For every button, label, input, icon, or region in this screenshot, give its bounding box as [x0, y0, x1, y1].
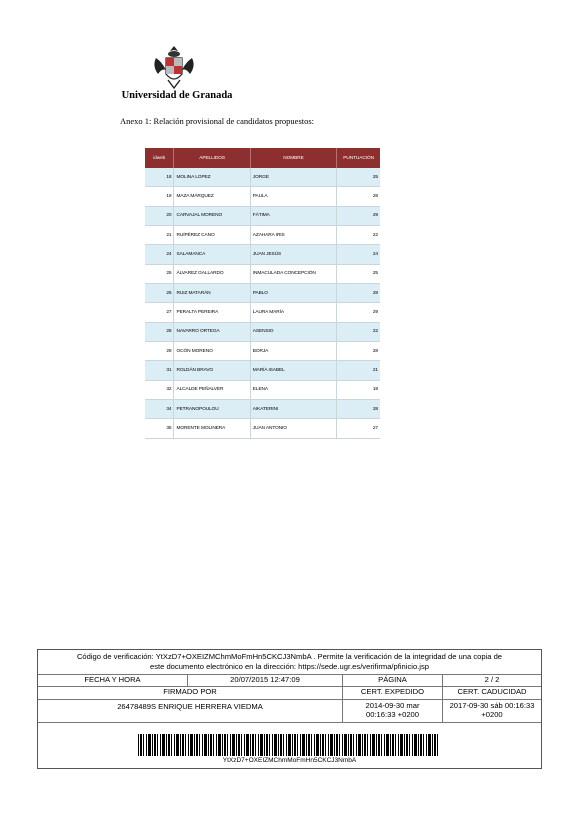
- cell-nombre: JORGE: [250, 168, 336, 187]
- cell-idweb: 18: [145, 168, 174, 187]
- cell-apellidos: RUIZ MATARÁN: [174, 284, 250, 303]
- table-row: [145, 361, 380, 380]
- cell-apellidos: ÁLVAREZ GALLARDO: [174, 264, 250, 283]
- signature-value-row: [38, 700, 541, 723]
- firmado-label: FIRMADO POR: [38, 687, 343, 699]
- cell-apellidos: SALAMANCA: [174, 245, 250, 264]
- cell-apellidos: CARVAJAL MORENO: [174, 206, 250, 225]
- column-header-idweb: idweb: [145, 148, 174, 168]
- caducidad-line1: 2017-09-30 sáb 00:16:33: [449, 701, 535, 710]
- fecha-value: 20/07/2015 12:47:09: [188, 675, 343, 686]
- table-row: [145, 168, 380, 187]
- cell-apellidos: PETRANOPOULOU: [174, 400, 250, 419]
- cell-nombre: AIKATERINI: [250, 400, 336, 419]
- column-header-nombre: NOMBRE: [250, 148, 336, 168]
- table-row: [145, 226, 380, 245]
- cell-nombre: AZAHARA IRIS: [250, 226, 336, 245]
- table-row: [145, 187, 380, 206]
- cell-apellidos: MOLINA LOPEZ: [174, 168, 250, 187]
- verification-box: [37, 649, 542, 769]
- table-row: [145, 284, 380, 303]
- cell-nombre: MARÍA ISABEL: [250, 361, 336, 380]
- cell-idweb: 28: [145, 322, 174, 341]
- annex-title: Anexo 1: Relación provisional de candidatos propuestos:: [120, 116, 315, 126]
- cell-nombre: ELENA: [250, 380, 336, 399]
- pagina-label: PÁGINA: [343, 675, 443, 686]
- pagina-value: 2 / 2: [484, 675, 500, 684]
- cell-idweb: 26: [145, 284, 174, 303]
- column-header-puntuacion: PUNTUACIÓN: [337, 148, 380, 168]
- expedido-value: [343, 700, 443, 722]
- table-header-row: [145, 148, 380, 168]
- cell-nombre: INMACULADA CONCEPCIÓN: [250, 264, 336, 283]
- cell-nombre: PAULA: [250, 187, 336, 206]
- cell-apellidos: ALCALDE PEÑALVER: [174, 380, 250, 399]
- column-header-apellidos: APELLIDOS: [174, 148, 250, 168]
- table-row: [145, 380, 380, 399]
- table-row: [145, 206, 380, 225]
- cell-puntuacion: 28: [337, 284, 380, 303]
- table-row: [145, 322, 380, 341]
- cell-apellidos: NAVARRO ORTEGA: [174, 322, 250, 341]
- cell-apellidos: OCÓN MORENO: [174, 342, 250, 361]
- cell-idweb: 21: [145, 226, 174, 245]
- table-row: [145, 342, 380, 361]
- cell-puntuacion: 29: [337, 206, 380, 225]
- cell-idweb: 20: [145, 206, 174, 225]
- cell-puntuacion: 25: [337, 168, 380, 187]
- expedido-label: CERT. EXPEDIDO: [343, 687, 443, 699]
- caducidad-line2: +0200: [481, 710, 503, 719]
- cell-puntuacion: 29: [337, 303, 380, 322]
- barcode-icon: [138, 734, 438, 756]
- date-row: [38, 675, 541, 687]
- cell-puntuacion: 27: [337, 419, 380, 438]
- cell-puntuacion: 19: [337, 380, 380, 399]
- cell-idweb: 25: [145, 264, 174, 283]
- cell-puntuacion: 28: [337, 342, 380, 361]
- cell-puntuacion: 22: [337, 322, 380, 341]
- cell-idweb: 24: [145, 245, 174, 264]
- cell-idweb: 19: [145, 187, 174, 206]
- cell-puntuacion: 21: [337, 361, 380, 380]
- verification-code: [38, 650, 541, 675]
- cell-nombre: LAURA MARÍA: [250, 303, 336, 322]
- cell-nombre: PABLO: [250, 284, 336, 303]
- table-row: [145, 419, 380, 438]
- cell-apellidos: PERALTA PEREIRA: [174, 303, 250, 322]
- cell-apellidos: MAZA MÁRQUEZ: [174, 187, 250, 206]
- firmante: 26478489S ENRIQUE HERRERA VIEDMA: [38, 700, 343, 722]
- fecha-label: FECHA Y HORA: [38, 675, 188, 686]
- university-crest-icon: [150, 44, 198, 90]
- cell-idweb: 27: [145, 303, 174, 322]
- cell-nombre: BORJA: [250, 342, 336, 361]
- barcode-text: YtXzD7+OXEIZMChmMoFmHn5CKCJ3NmbA: [222, 757, 357, 764]
- cell-puntuacion: 24: [337, 245, 380, 264]
- cell-nombre: ASENSIO: [250, 322, 336, 341]
- cell-apellidos: ROLDÁN BRAVO: [174, 361, 250, 380]
- verification-code-line1: Código de verificación: YtXzD7+OXEIZMChmMoFmHn5CKCJ3NmbA . Permite la verificación de la integridad de una copia de: [76, 652, 503, 661]
- caducidad-value: [443, 700, 541, 722]
- cell-idweb: 35: [145, 419, 174, 438]
- cell-idweb: 32: [145, 380, 174, 399]
- table-row: [145, 400, 380, 419]
- cell-puntuacion: 25: [337, 264, 380, 283]
- table-row: [145, 303, 380, 322]
- cell-nombre: JUAN JESÚS: [250, 245, 336, 264]
- cell-puntuacion: 28: [337, 400, 380, 419]
- university-name: Universidad de Granada: [121, 90, 233, 101]
- cell-apellidos: RUÍPÉREZ CANO: [174, 226, 250, 245]
- cell-apellidos: MORENTE MOLINERA: [174, 419, 250, 438]
- cell-puntuacion: 28: [337, 187, 380, 206]
- table-row: [145, 245, 380, 264]
- cell-puntuacion: 22: [337, 226, 380, 245]
- cell-nombre: JUAN ANTONIO: [250, 419, 336, 438]
- cell-idweb: 34: [145, 400, 174, 419]
- candidates-table: [145, 148, 380, 439]
- signature-header-row: [38, 687, 541, 700]
- cell-idweb: 29: [145, 342, 174, 361]
- cell-idweb: 31: [145, 361, 174, 380]
- table-row: [145, 264, 380, 283]
- cell-nombre: FÁTIMA: [250, 206, 336, 225]
- caducidad-label: CERT. CADUCIDAD: [457, 687, 527, 696]
- expedido-line1: 2014-09-30 mar: [365, 701, 420, 710]
- expedido-line2: 00:16:33 +0200: [366, 710, 419, 719]
- verification-code-line2: este documento electrónico en la dirección: https://sede.ugr.es/verifirma/pfinicio.jsp: [149, 661, 429, 671]
